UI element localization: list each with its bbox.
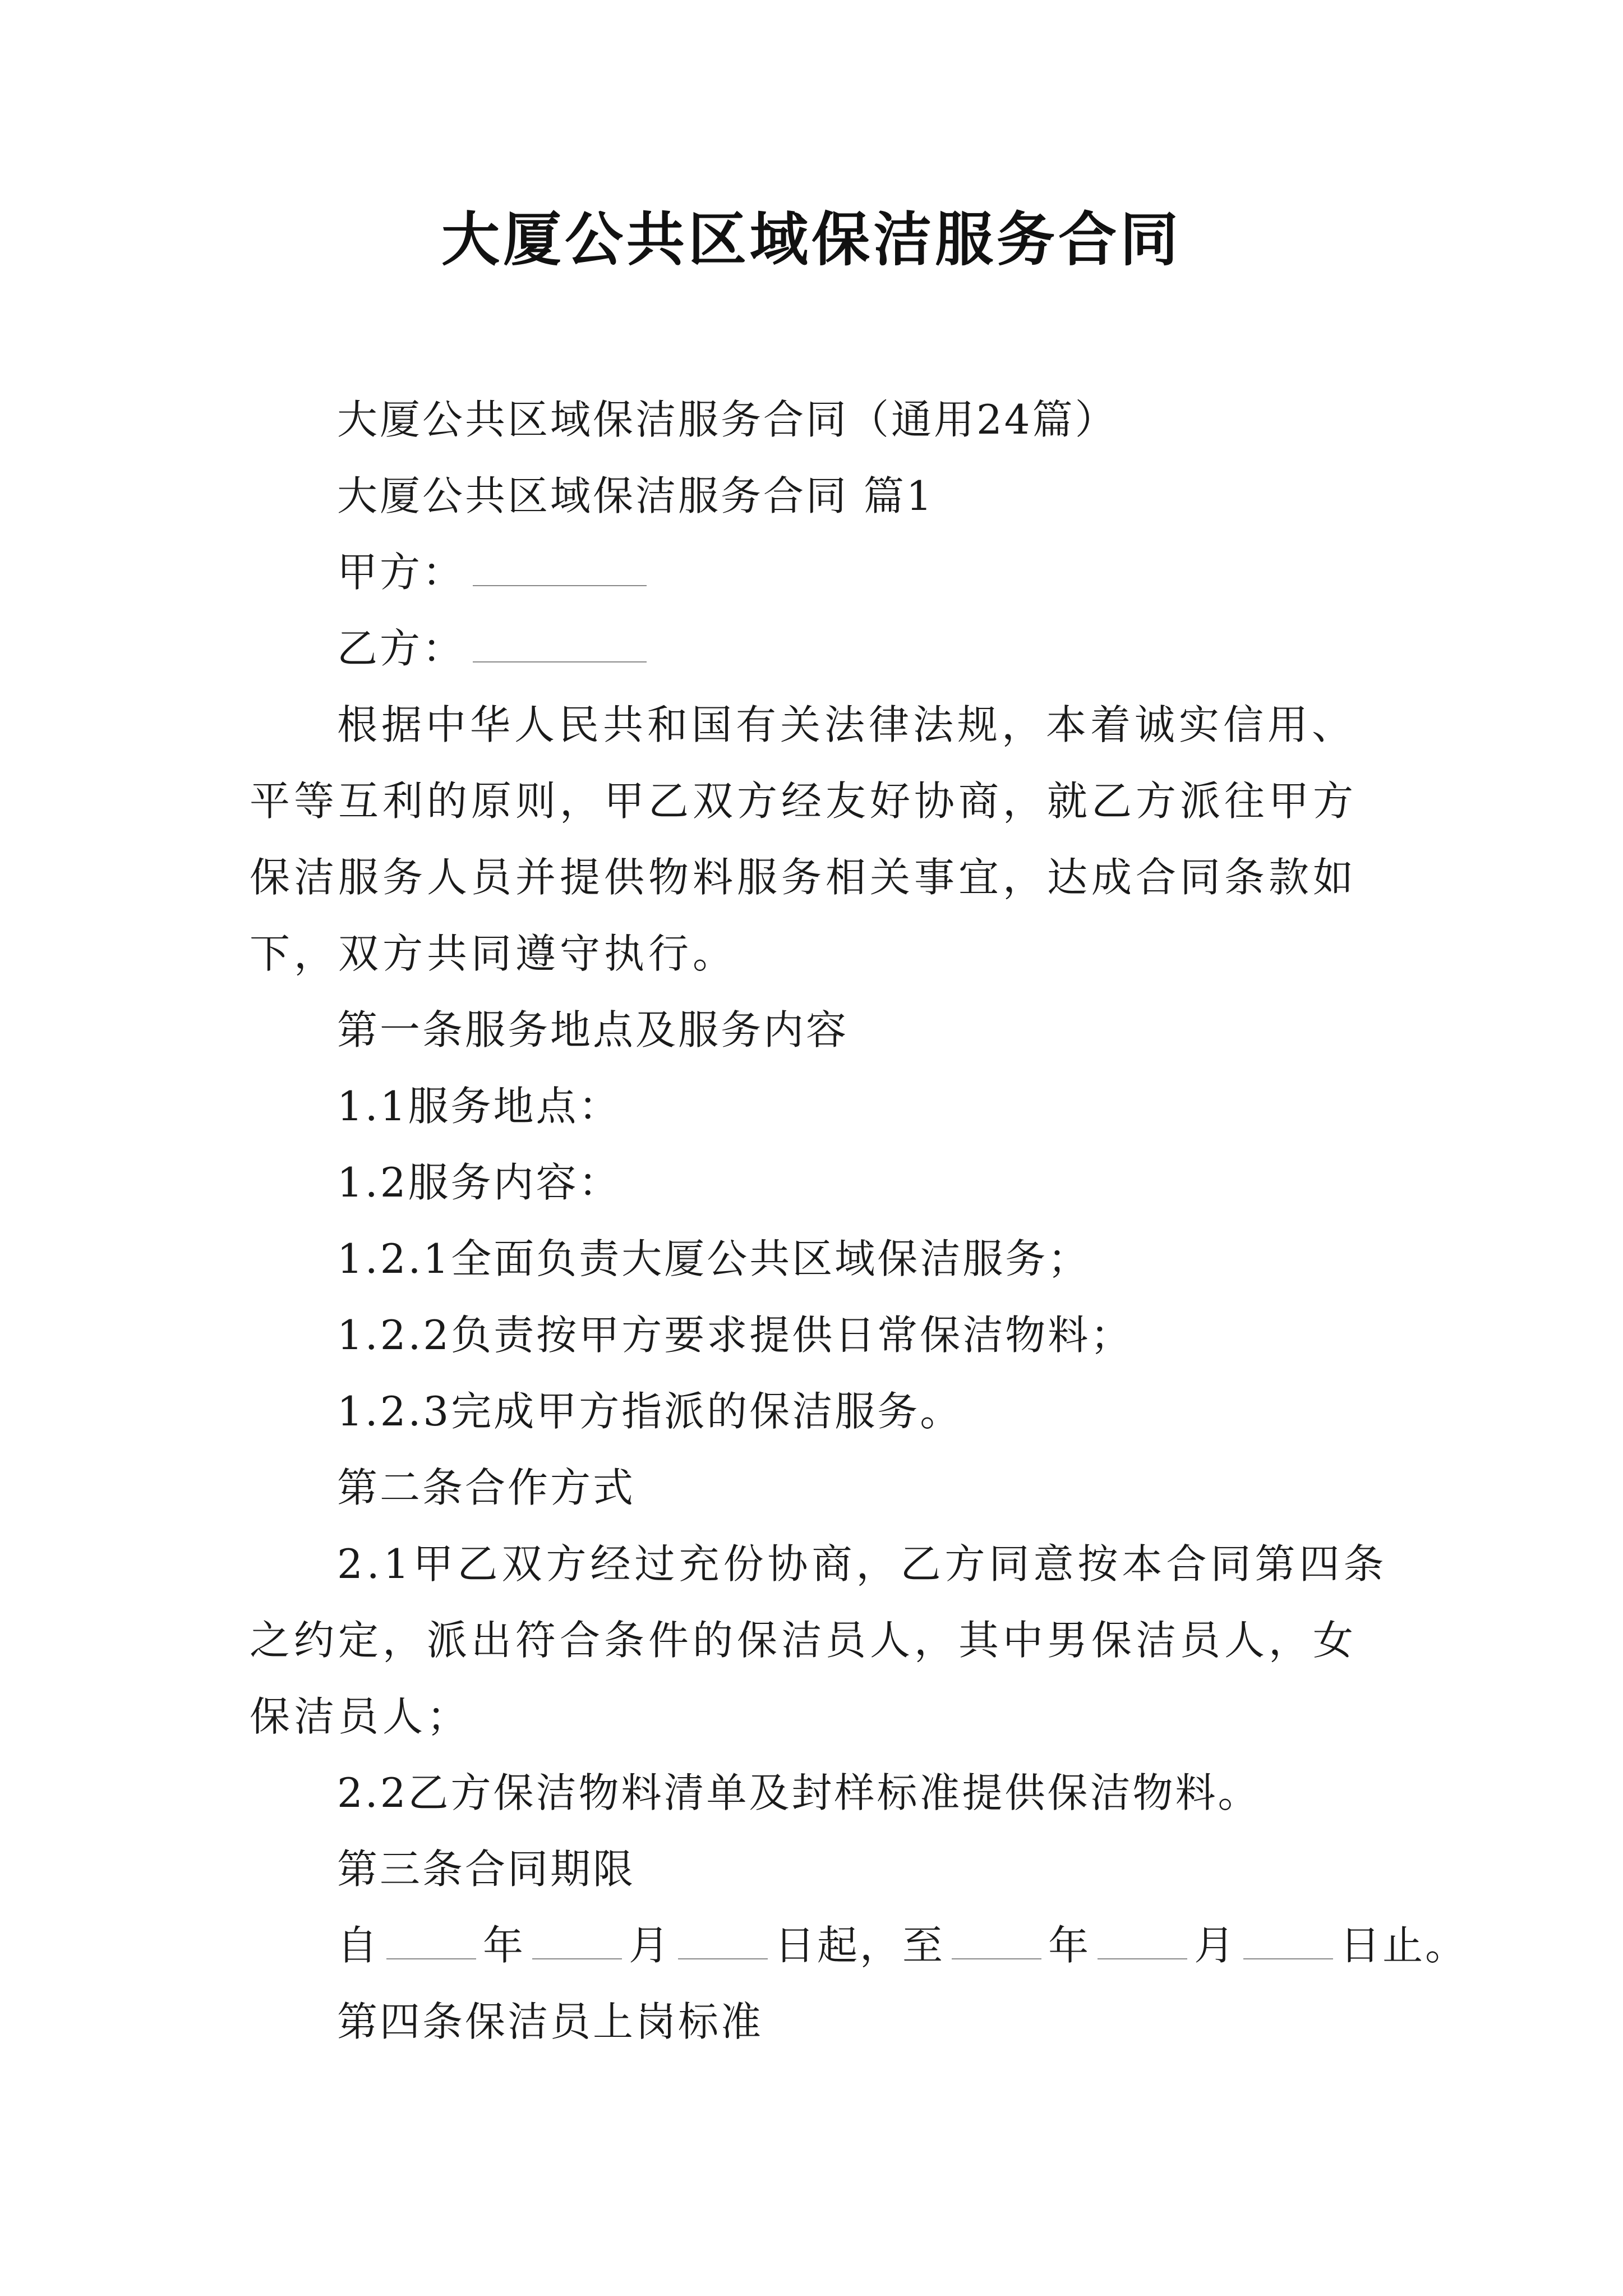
clause-2-1: 2.1甲乙双方经过充份协商，乙方同意按本合同第四条之约定，派出符合条件的保洁员人，其中男保洁员人，女保洁员人； [250,1540,1388,1740]
contract-term-line [250,1907,1468,1984]
party-b-blank [473,628,647,662]
term-month-2: 月 [1194,1922,1237,1969]
party-a-label: 甲方： [337,549,465,596]
term-end-day-blank [1243,1925,1333,1959]
intro-paragraph: 根据中华人民共和国有关法律法规，本着诚实信用、平等互利的原则，甲乙双方经友好协商，就乙方派往甲方保洁服务人员并提供物料服务相关事宜，达成合同条款如下，双方共同遵守执行。 [250,701,1358,977]
document-body [250,381,1468,2060]
section-heading: 大厦公共区域保洁服务合同 篇1 [337,472,934,519]
term-day-2: 日止。 [1340,1922,1468,1969]
clause-1-1: 1.1服务地点： [337,1083,621,1130]
clause-1-2: 1.2服务内容： [337,1159,621,1206]
term-end-year-blank [952,1925,1041,1959]
article-1-heading: 第一条服务地点及服务内容 [337,1006,849,1053]
clause-2-2: 2.2乙方保洁物料清单及封样标准提供保洁物料。 [337,1769,1261,1816]
term-from: 自 [337,1922,380,1969]
clause-1-2-3: 1.2.3完成甲方指派的保洁服务。 [337,1388,963,1435]
clause-1-2-1: 1.2.1全面负责大厦公共区域保洁服务； [337,1235,1091,1282]
term-month-1: 月 [629,1922,672,1969]
party-b-line [250,610,1394,687]
document-subtitle: 大厦公共区域保洁服务合同（通用24篇） [337,396,1118,443]
term-start-year-blank [386,1925,476,1959]
term-year-1: 年 [483,1922,526,1969]
article-3-heading: 第三条合同期限 [337,1846,636,1893]
term-day-1: 日起，至 [774,1922,946,1969]
party-b-label: 乙方： [337,625,465,672]
party-a-blank [473,551,647,586]
clause-1-2-2: 1.2.2负责按甲方要求提供日常保洁物料； [337,1312,1133,1359]
party-a-line [250,534,1394,610]
term-end-month-blank [1098,1925,1187,1959]
term-start-month-blank [532,1925,622,1959]
article-2-heading: 第二条合作方式 [337,1464,636,1511]
term-start-day-blank [678,1925,768,1959]
document-title: 大厦公共区域保洁服务合同 [441,205,1182,274]
article-4-heading: 第四条保洁员上岗标准 [337,1998,764,2045]
term-year-2: 年 [1048,1922,1091,1969]
